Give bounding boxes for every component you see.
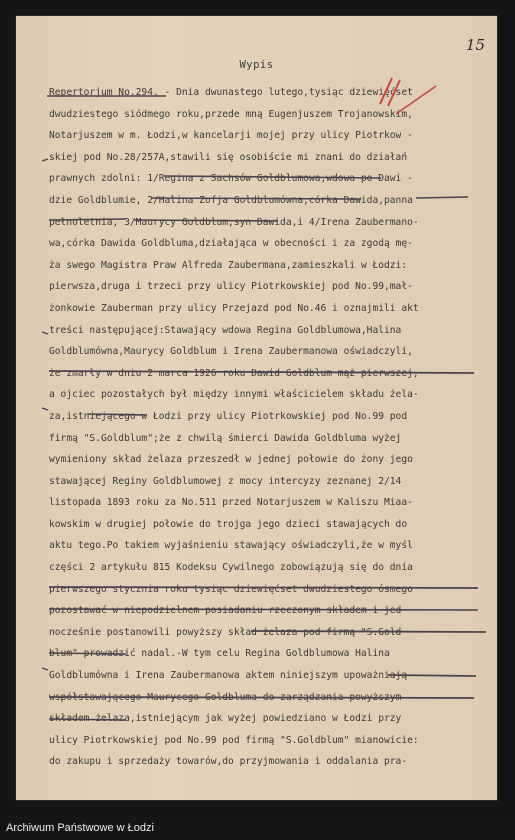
text-line: żonkowie Zauberman przy ulicy Przejazd pod No.46 i oznajmili akt bbox=[49, 302, 419, 314]
text-line: pozostawać w niepodzielnem posiadaniu rzeczonym składem i jed- bbox=[49, 605, 408, 617]
text-line: stawającej Reginy Goldblumowej z mocy intercyzy zeznanej 2/14 bbox=[49, 475, 402, 487]
page-number: 15 bbox=[465, 36, 485, 54]
text-line: Goldblumówna,Maurycy Goldblum i Irena Zaubermanowa oświadczyli, bbox=[49, 346, 413, 358]
margin-mark bbox=[42, 668, 48, 670]
text-line: prawnych zdolni: 1/Regina z Sachsów Goldblumowa,wdowa po Dawi - bbox=[49, 173, 413, 185]
archive-name: Archiwum Państwowe w Łodzi bbox=[6, 822, 154, 834]
text-line: treści następującej:Stawający wdowa Regina Goldblumowa,Halina bbox=[49, 324, 402, 336]
text-line: ża swego Magistra Praw Alfreda Zaubermana,zamieszkali w Łodzi: bbox=[49, 259, 408, 271]
document-title: Wypis bbox=[239, 59, 274, 71]
text-line: kowskim w drugiej połowie do trojga jego dzieci stawających do bbox=[49, 518, 408, 530]
text-line: że zmarły w dniu 2 marca 1926 roku Dawid Goldblum mąż pierwszej, bbox=[49, 367, 419, 379]
text-line: części 2 artykułu 815 Kodeksu Cywilnego zobowiązują się do dnia bbox=[49, 562, 413, 574]
margin-mark bbox=[42, 408, 48, 410]
text-line: pierwszego stycznia roku tysiąc dziewięćset dwudziestego ósmego bbox=[49, 583, 413, 595]
document-page bbox=[16, 16, 497, 800]
text-line: współstawającego Maurycego Goldbluma do zarządzania powyższym bbox=[49, 691, 402, 703]
text-line: za,istniejącego w Łodzi przy ulicy Piotrkowskiej pod No.99 pod bbox=[49, 410, 408, 422]
text-line: pełnoletnia, 3/Maurycy Goldblum,syn Dawida,i 4/Irena Zaubermano- bbox=[49, 216, 419, 228]
margin-mark bbox=[42, 332, 48, 334]
text-line: wa,córka Dawida Goldbluma,działająca w obecności i za zgodą mę- bbox=[49, 238, 413, 250]
text-line: skiej pod No.28/257A,stawili się osobiście mi znani do działań bbox=[49, 151, 408, 163]
text-line: dzie Goldblumie, 2/Halina Zofja Goldblumówna,córka Dawida,panna bbox=[49, 194, 413, 206]
archive-footer bbox=[0, 815, 515, 840]
text-line: Goldblumówna i Irena Zaubermanowa aktem niniejszym upoważniają bbox=[49, 670, 408, 682]
text-line: aktu tego.Po takiem wyjaśnieniu stawający oświadczyli,że w myśl bbox=[49, 540, 413, 552]
text-line: listopada 1893 roku za No.511 przed Notarjuszem w Kaliszu Miaa- bbox=[49, 497, 413, 509]
document-body bbox=[49, 82, 481, 773]
text-line: Notarjuszem w m. Łodzi,w kancelarji mojej przy ulicy Piotrkow - bbox=[49, 130, 413, 142]
text-line: blum" prowadzić nadal.-W tym celu Regina Goldblumowa Halina bbox=[49, 648, 390, 660]
text-line: ulicy Piotrkowskiej pod No.99 pod firmą "S.Goldblum" mianowicie: bbox=[49, 734, 419, 746]
text-line: dwudziestego siódmego roku,przede mną Eugenjuszem Trojanowskim, bbox=[49, 108, 413, 120]
text-line: do zakupu i sprzedaży towarów,do przyjmowania i oddalania pra- bbox=[49, 756, 408, 768]
text-line: pierwsza,druga i trzeci przy ulicy Piotrkowskiej pod No.99,mał- bbox=[49, 281, 413, 293]
text-line: składem żelaza,istniejącym jak wyżej powiedziano w Łodzi przy bbox=[49, 713, 402, 725]
text-line: a ojciec pozostałych był między innymi właścicielem składu żela- bbox=[49, 389, 419, 401]
text-line: nocześnie postanowili powyższy skład żelaza pod firmą "S.Gold- bbox=[49, 626, 408, 638]
text-line: firmą "S.Goldblum";że z chwilą śmierci Dawida Goldbluma wyżej bbox=[49, 432, 402, 444]
margin-mark bbox=[42, 159, 48, 161]
text-line: wymieniony skład żelaza przeszedł w jednej połowie do żony jego bbox=[49, 454, 413, 466]
text-line: Repertorjum No.294. - Dnia dwunastego lutego,tysiąc dziewięćset bbox=[49, 87, 413, 98]
